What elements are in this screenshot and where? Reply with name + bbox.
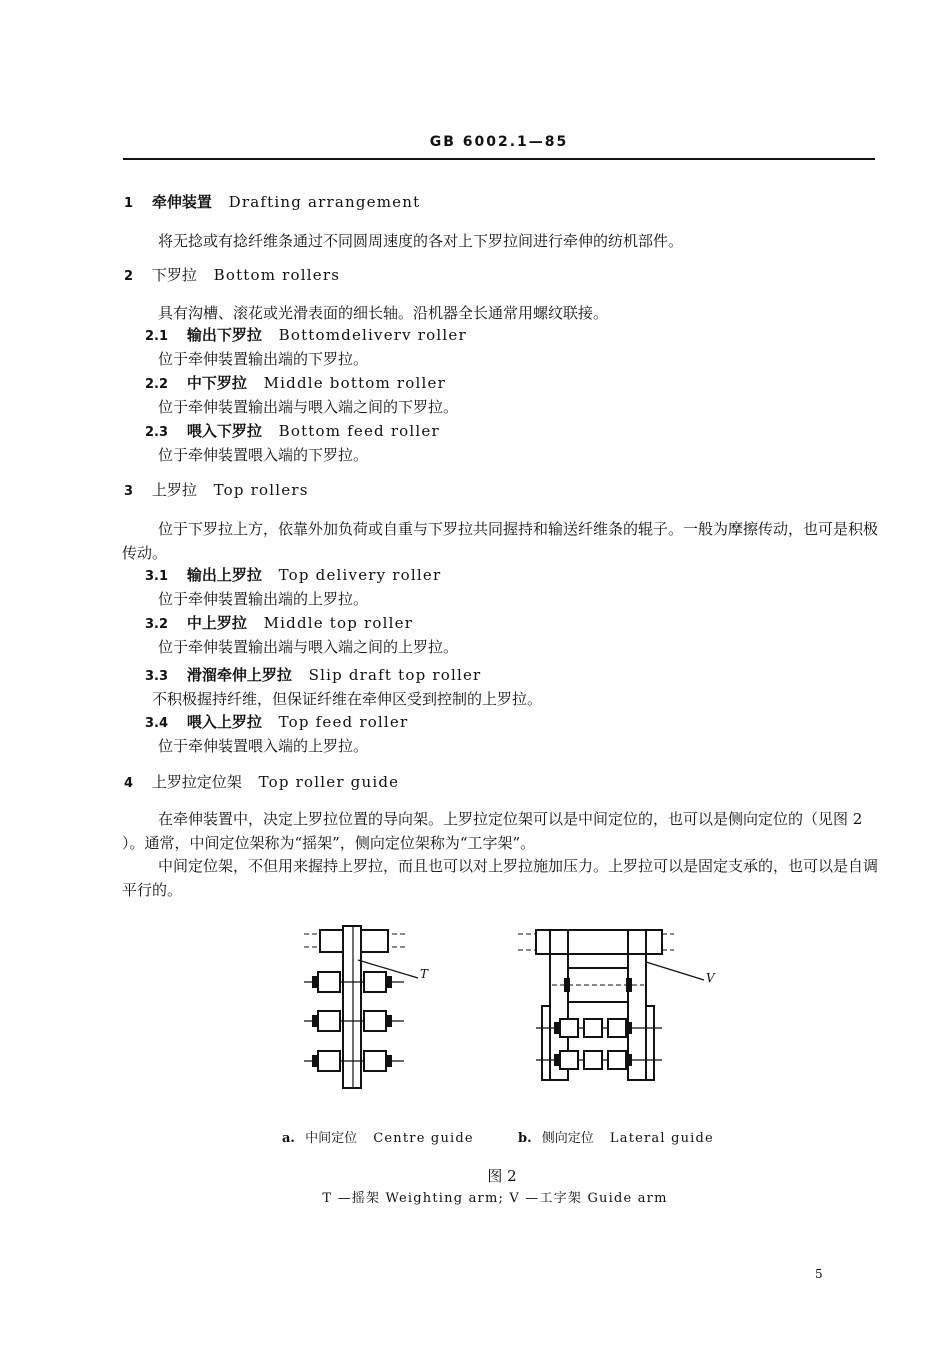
section-title-zh: 牵伸装置 bbox=[151, 193, 212, 211]
item-2-2-heading bbox=[145, 372, 446, 393]
header-rule bbox=[123, 158, 875, 160]
item-3-2-heading bbox=[145, 612, 413, 633]
item-2-3-desc: 位于牵伸装置喂入端的下罗拉。 bbox=[158, 446, 369, 464]
item-title-en: Middle top roller bbox=[263, 614, 414, 632]
item-number: 3.4 bbox=[145, 716, 169, 731]
item-2-1-heading bbox=[145, 324, 467, 345]
section-title-en: Drafting arrangement bbox=[228, 193, 421, 211]
item-title-zh: 滑溜牵伸上罗拉 bbox=[186, 666, 292, 684]
section-4-heading bbox=[124, 771, 399, 792]
caption-en: Centre guide bbox=[373, 1131, 474, 1146]
item-3-3-desc: 不积极握持纤维，但保证纤维在牵伸区受到控制的上罗拉。 bbox=[152, 690, 543, 708]
caption-prefix: a. bbox=[282, 1131, 295, 1146]
item-title-en: Bottom feed roller bbox=[278, 422, 440, 440]
item-2-3-heading bbox=[145, 420, 440, 441]
section-number: 3 bbox=[124, 484, 134, 499]
item-title-zh: 输出下罗拉 bbox=[186, 326, 262, 344]
item-number: 3.1 bbox=[145, 569, 169, 584]
section-4-para-1: 在牵伸装置中，决定上罗拉位置的导向架。上罗拉定位架可以是中间定位的，也可以是侧向定位的（见图 2 ）。通常，中间定位架称为“摇架”，侧向定位架称为“工字架”。 bbox=[122, 810, 863, 852]
item-number: 3.2 bbox=[145, 617, 169, 632]
caption-prefix: b. bbox=[518, 1131, 532, 1146]
item-title-zh: 中上罗拉 bbox=[186, 614, 247, 632]
section-2-heading bbox=[124, 264, 340, 285]
roller-pair bbox=[536, 1051, 662, 1069]
roller-pair bbox=[536, 1019, 662, 1037]
item-2-2-desc: 位于牵伸装置输出端与喂入端之间的下罗拉。 bbox=[158, 398, 459, 416]
section-1-desc: 将无捻或有捻纤维条通过不同圆周速度的各对上下罗拉间进行牵伸的纺机部件。 bbox=[158, 232, 684, 250]
section-title-en: Top rollers bbox=[213, 481, 309, 499]
item-title-zh: 喂入上罗拉 bbox=[186, 713, 262, 731]
standard-number: GB 6002.1—85 bbox=[429, 134, 569, 150]
item-title-zh: 中下罗拉 bbox=[186, 374, 247, 392]
item-title-en: Top delivery roller bbox=[278, 566, 442, 584]
section-4-para-2: 中间定位架，不但用来握持上罗拉，而且也可以对上罗拉施加压力。上罗拉可以是固定支承的，也可以是自调平行的。 bbox=[122, 857, 879, 899]
item-title-en: Middle bottom roller bbox=[263, 374, 446, 392]
section-3-heading bbox=[124, 479, 309, 500]
item-number: 3.3 bbox=[145, 669, 169, 684]
label-t: T bbox=[420, 967, 429, 981]
item-number: 2.3 bbox=[145, 425, 169, 440]
caption-zh: 中间定位 bbox=[305, 1131, 358, 1146]
section-number: 4 bbox=[124, 776, 134, 791]
section-number: 2 bbox=[124, 269, 134, 284]
figure-legend: T —摇架 Weighting arm; V —工字架 Guide arm bbox=[322, 1191, 668, 1206]
section-1-heading bbox=[124, 191, 420, 212]
item-3-1-heading bbox=[145, 564, 441, 585]
item-3-4-heading bbox=[145, 711, 408, 732]
item-title-en: Bottomdeliverv roller bbox=[278, 326, 467, 344]
item-3-3-heading bbox=[145, 664, 481, 685]
section-3-desc: 位于下罗拉上方，依靠外加负荷或自重与下罗拉共同握持和输送纤维条的辊子。一般为摩擦传动，也可是积极传动。 bbox=[122, 520, 879, 562]
caption-a bbox=[282, 1127, 474, 1146]
section-title-zh: 上罗拉 bbox=[151, 481, 197, 499]
item-title-zh: 输出上罗拉 bbox=[186, 566, 262, 584]
item-title-en: Slip draft top roller bbox=[308, 666, 482, 684]
section-title-zh: 上罗拉定位架 bbox=[151, 773, 242, 791]
figure-title: 图 2 bbox=[487, 1167, 517, 1185]
item-number: 2.1 bbox=[145, 329, 169, 344]
item-title-zh: 喂入下罗拉 bbox=[186, 422, 262, 440]
item-3-1-desc: 位于牵伸装置输出端的上罗拉。 bbox=[158, 590, 369, 608]
figure-lateral-guide bbox=[512, 920, 722, 1095]
section-title-en: Bottom rollers bbox=[213, 266, 341, 284]
item-3-2-desc: 位于牵伸装置输出端与喂入端之间的上罗拉。 bbox=[158, 638, 459, 656]
label-v: V bbox=[706, 971, 715, 985]
section-title-en: Top roller guide bbox=[258, 773, 400, 791]
section-title-zh: 下罗拉 bbox=[151, 266, 197, 284]
item-3-4-desc: 位于牵伸装置喂入端的上罗拉。 bbox=[158, 737, 369, 755]
caption-en: Lateral guide bbox=[609, 1131, 714, 1146]
caption-b bbox=[518, 1127, 714, 1146]
item-2-1-desc: 位于牵伸装置输出端的下罗拉。 bbox=[158, 350, 369, 368]
figure-centre-guide bbox=[296, 920, 446, 1095]
item-number: 2.2 bbox=[145, 377, 169, 392]
caption-zh: 侧向定位 bbox=[541, 1131, 594, 1146]
page-number: 5 bbox=[815, 1267, 823, 1281]
section-number: 1 bbox=[124, 196, 134, 211]
section-2-desc: 具有沟槽、滚花或光滑表面的细长轴。沿机器全长通常用螺纹联接。 bbox=[158, 304, 609, 322]
item-title-en: Top feed roller bbox=[278, 713, 409, 731]
